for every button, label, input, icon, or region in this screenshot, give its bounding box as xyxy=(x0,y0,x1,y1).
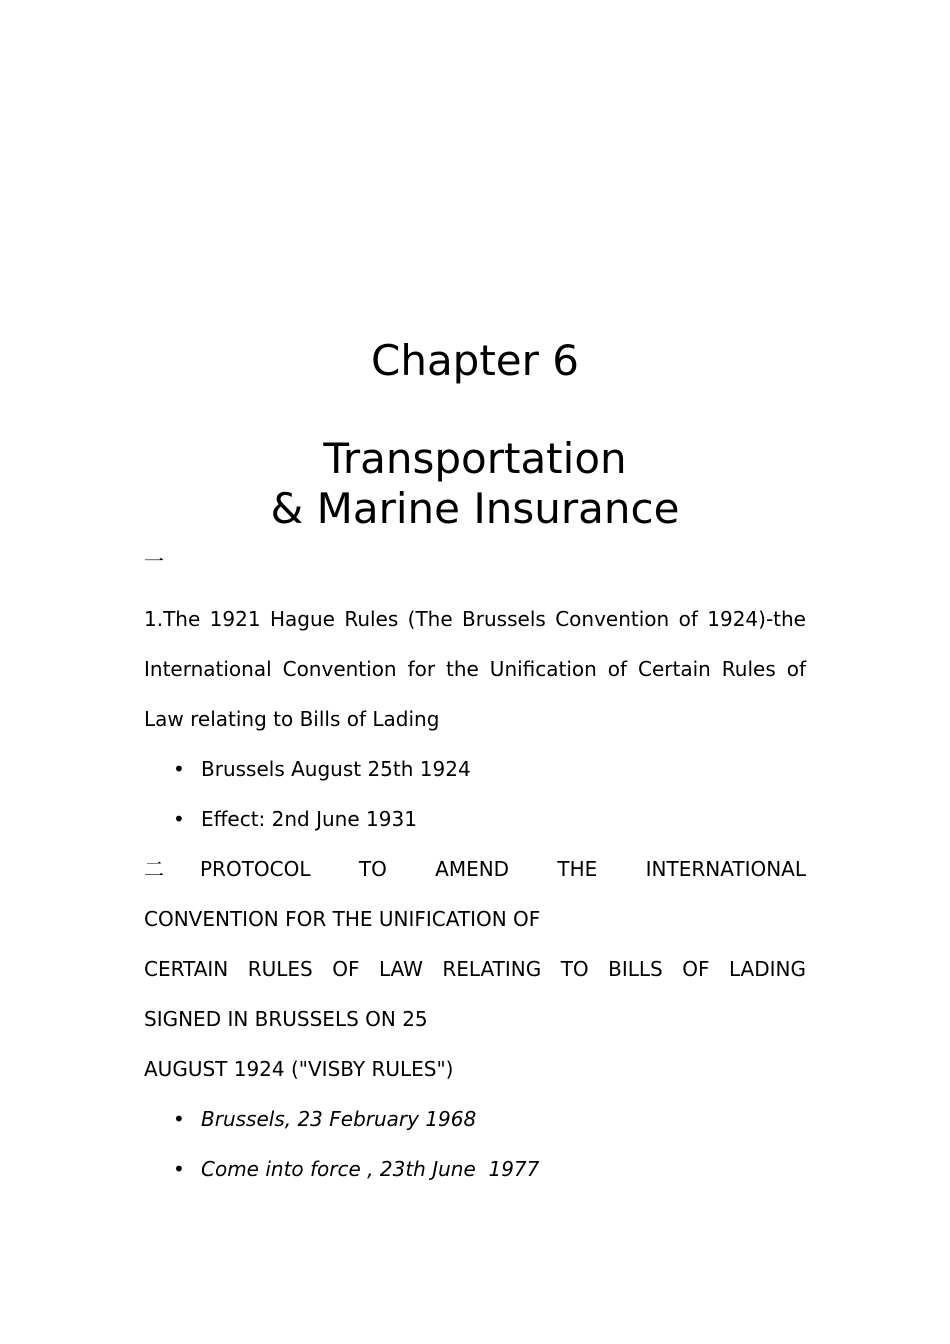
subtitle-line-1: Transportation xyxy=(323,434,627,483)
section-2-heading-text: PROTOCOL TO AMEND THE INTERNATIONAL xyxy=(200,857,806,881)
list-item-text: Effect: 2nd June 1931 xyxy=(201,807,417,831)
section-2-heading-line-5: AUGUST 1924 ("VISBY RULES") xyxy=(144,1057,454,1081)
bullet-icon: • xyxy=(173,1157,185,1181)
section-1-bullets xyxy=(144,744,806,844)
section-2-mark: 二 xyxy=(144,857,164,881)
chapter-title: Chapter 6 xyxy=(371,336,579,385)
subtitle-line-2: & Marine Insurance xyxy=(270,484,680,533)
bullet-icon: • xyxy=(173,807,185,831)
bullet-icon: • xyxy=(173,1107,185,1131)
list-item-text: Brussels, 23 February 1968 xyxy=(201,1107,477,1131)
section-1-mark: 一 xyxy=(144,549,164,573)
list-item-text: Come into force , 23th June 1977 xyxy=(201,1157,540,1181)
section-1-paragraph: 1.The 1921 Hague Rules (The Brussels Convention of 1924)-the International Convention for the Unification of Certain Rules of Law relating to Bills of Lading xyxy=(144,607,806,731)
list-item-text: Brussels August 25th 1924 xyxy=(201,757,471,781)
bullet-icon: • xyxy=(173,757,185,781)
section-2-heading-line-3: CERTAIN RULES OF LAW RELATING TO BILLS OF LADING xyxy=(144,957,806,981)
list-item xyxy=(144,794,806,844)
section-2-heading-line-4: SIGNED IN BRUSSELS ON 25 xyxy=(144,1007,428,1031)
list-item xyxy=(144,744,806,794)
section-2-heading-line-1 xyxy=(144,844,806,894)
document-body xyxy=(144,594,806,1194)
chapter-subtitle xyxy=(0,434,950,534)
list-item xyxy=(144,1144,806,1194)
section-2-bullets xyxy=(144,1094,806,1194)
section-2-heading-line-2: CONVENTION FOR THE UNIFICATION OF xyxy=(144,907,541,931)
list-item xyxy=(144,1094,806,1144)
